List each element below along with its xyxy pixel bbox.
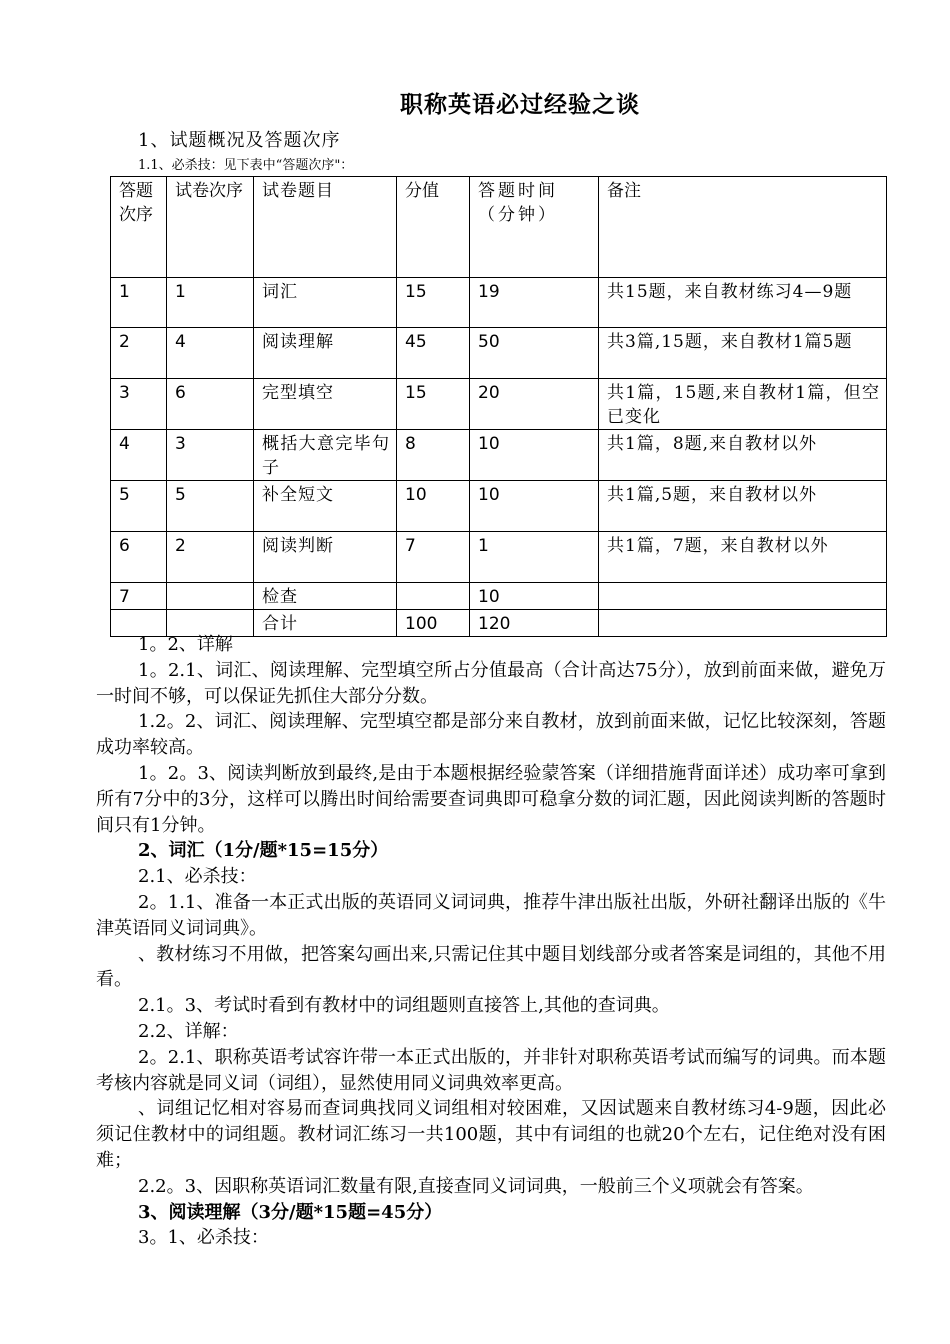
table-cell: 4 [111,430,167,481]
paragraph: 、词组记忆相对容易而查词典找同义词组相对较困难，又因试题来自教材练习4-9题，因此必须记住教材中的词组题。教材词汇练习一共100题，其中有词组的也就20个左右，记住绝对没有困难； [96,1098,886,1171]
paragraph: 2.2。3、因职称英语词汇数量有限,直接查同义词词典，一般前三个义项就会有答案。 [138,1175,814,1197]
table-cell: 补全短文 [254,481,397,532]
header-cell: 分值 [397,177,470,278]
table-cell: 10 [470,481,599,532]
table-cell: 阅读判断 [254,532,397,583]
table-cell: 检查 [254,583,397,610]
paragraph: 1.2。2、词汇、阅读理解、完型填空都是部分来自教材，放到前面来做，记忆比较深刻，答题成功率较高。 [96,711,886,759]
table-cell: 7 [111,583,167,610]
header-cell: 试卷次序 [167,177,254,278]
table-cell: 10 [470,583,599,610]
table-cell: 共15题，来自教材练习4—9题 [599,278,887,328]
header-cell: 试卷题目 [254,177,397,278]
document-body [96,632,886,1251]
paragraph: 3。1、必杀技： [138,1227,269,1249]
table-cell: 6 [111,532,167,583]
table-cell: 8 [397,430,470,481]
table-cell: 完型填空 [254,379,397,430]
table-header-row [111,177,887,278]
document-title: 职称英语必过经验之谈 [400,91,640,118]
paragraph: 1。2。3、阅读判断放到最终,是由于本题根据经验蒙答案（详细措施背面详述）成功率可拿到所有7分中的3分，这样可以腾出时间给需要查词典即可稳拿分数的词汇题，因此阅读判断的答题时间只有1分钟。 [96,762,886,836]
table-cell: 50 [470,328,599,379]
paragraph: 、教材练习不用做，把答案勾画出来,只需记住其中题目划线部分或者答案是词组的，其他不用看。 [96,943,886,991]
table-row [111,278,887,328]
table-cell: 5 [111,481,167,532]
paragraph: 2.1、必杀技： [138,866,257,888]
paragraph: 2。1.1、准备一本正式出版的英语同义词词典，推荐牛津出版社出版，外研社翻译出版的《牛津英语同义词词典》。 [96,891,886,939]
table-row [111,532,887,583]
score-table [110,176,887,637]
table-cell: 共1篇,5题，来自教材以外 [599,481,887,532]
header-cell: 答题时间（分钟） [470,177,599,278]
table-cell: 共1篇，7题，来自教材以外 [599,532,887,583]
table-cell: 10 [397,481,470,532]
table-cell: 5 [167,481,254,532]
section-heading: 2、词汇（1分/题*15=15分） [138,840,389,862]
header-cell: 备注 [599,177,887,278]
table-cell [599,583,887,610]
table-cell: 7 [397,532,470,583]
table-cell: 1 [111,278,167,328]
section-heading: 1、试题概况及答题次序 [138,130,341,151]
table-cell: 4 [167,328,254,379]
table-cell: 1 [470,532,599,583]
table-cell: 2 [167,532,254,583]
table-cell: 10 [470,430,599,481]
table-cell: 3 [111,379,167,430]
table-cell: 3 [167,430,254,481]
table-cell: 19 [470,278,599,328]
header-cell: 答题次序 [111,177,167,278]
table-row [111,583,887,610]
table-cell [167,583,254,610]
table-cell: 100 [397,610,470,637]
table-row [111,430,887,481]
table-cell: 共1篇，15题,来自教材1篇，但空已变化 [599,379,887,430]
paragraph: 1。2.1、词汇、阅读理解、完型填空所占分值最高（合计高达75分），放到前面来做，避免万一时间不够，可以保证先抓住大部分分数。 [96,659,886,707]
table-cell: 6 [167,379,254,430]
section-note: 1.1、必杀技：见下表中“答题次序"： [138,158,354,173]
paragraph: 2。2.1、职称英语考试容许带一本正式出版的，并非针对职称英语考试而编写的词典。而本题考核内容就是同义词（词组），显然使用同义词典效率更高。 [96,1046,886,1094]
table-cell: 概括大意完毕句子 [254,430,397,481]
table-cell: 共3篇,15题，来自教材1篇5题 [599,328,887,379]
table-cell: 20 [470,379,599,430]
table-cell: 1 [167,278,254,328]
paragraph: 2.1。3、考试时看到有教材中的词组题则直接答上,其他的查词典。 [138,995,670,1017]
table-cell: 120 [470,610,599,637]
table-row [111,328,887,379]
table-cell: 合计 [254,610,397,637]
table-cell [397,583,470,610]
paragraph: 2.2、详解： [138,1020,239,1042]
table-cell: 词汇 [254,278,397,328]
section-heading: 3、阅读理解（3分/题*15题=45分） [138,1201,443,1223]
table-cell: 2 [111,328,167,379]
table-row [111,481,887,532]
table-cell: 阅读理解 [254,328,397,379]
table-cell: 共1篇，8题,来自教材以外 [599,430,887,481]
table-cell: 15 [397,278,470,328]
paragraph: 1。2、详解 [138,634,233,655]
table-cell: 15 [397,379,470,430]
table-cell: 45 [397,328,470,379]
table-row [111,379,887,430]
